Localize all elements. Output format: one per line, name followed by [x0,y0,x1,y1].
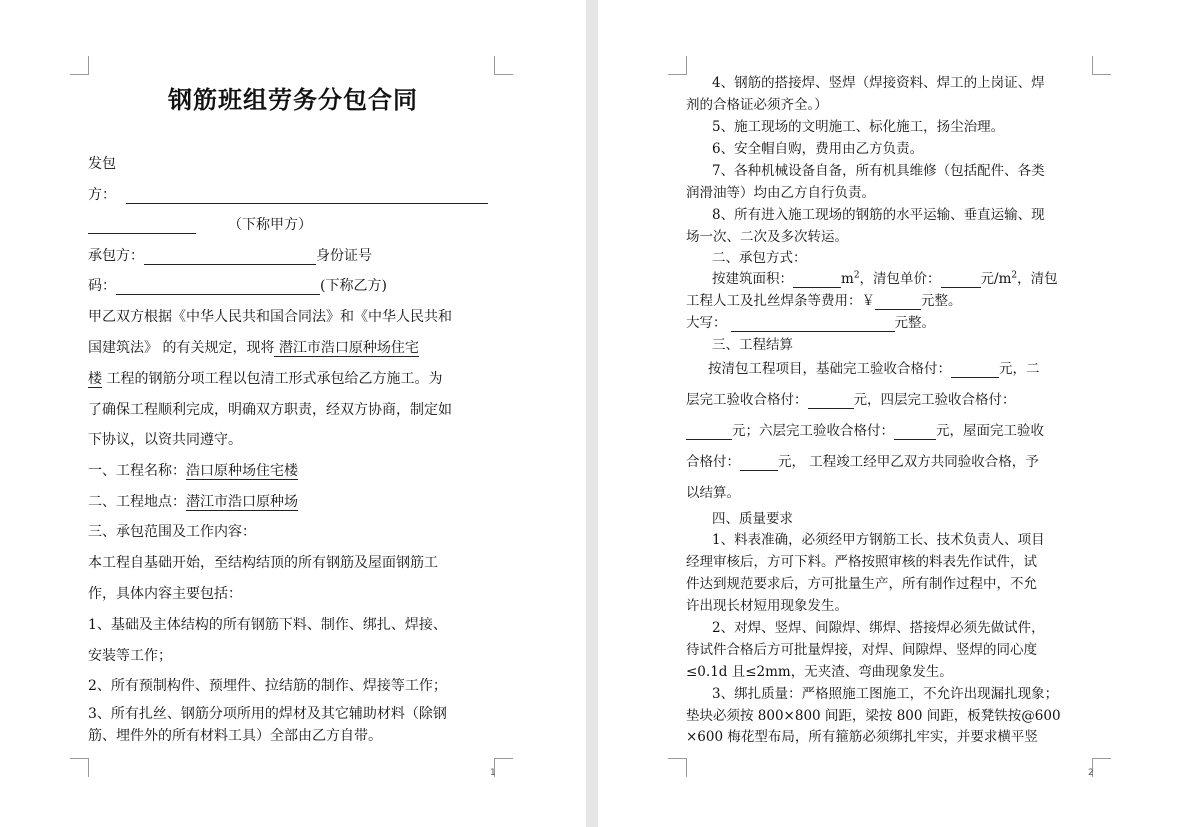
text-line: （下称甲方） [88,216,312,234]
text-line: 二、承包方式： [712,250,807,266]
text-line: 待试件合格后方可批量焊接，对焊、间隙焊、竖焊的同心度 [686,642,1037,658]
text-line: ×600 梅花型布局，所有箍筋必须绑扎牢实，并要求横平竖 [686,729,1038,745]
text-line: 下协议，以资共同遵守。 [88,432,242,448]
blank-field [144,249,316,265]
document-page-1 [0,0,586,827]
blank-field [808,393,854,409]
text-line: 大写： 元整。 [686,315,935,331]
blank-field [126,188,488,204]
text-line: 三、承包范围及工作内容： [88,524,256,540]
margin-mark [1092,56,1111,75]
text-line: 合格付： 元， 工程竣工经甲乙双方共同验收合格，予 [686,454,1039,470]
text-line: 本工程自基础开始，至结构结顶的所有钢筋及屋面钢筋工 [88,555,438,571]
page-number: 2 [1088,768,1094,778]
text-line: 经理审核后，方可下料。严格按照审核的料表先作试件，试 [686,554,1037,570]
text-line: 2、所有预制构件、预埋件、拉结筋的制作、焊接等工作； [88,678,447,694]
text-line: 7、各种机械设备自备，所有机具维修（包括配件、各类 [712,163,1045,179]
text-line: 一、工程名称：浩口原种场住宅楼 [88,463,298,479]
document-page-2 [598,0,1184,827]
blank-field [116,279,320,295]
text-line: 按清包工程项目，基础完工验收合格付： 元，二 [708,361,1040,377]
text-line: 4、钢筋的搭接焊、竖焊（焊接资料、焊工的上岗证、焊 [712,75,1045,91]
text-line: 安装等工作； [88,648,172,664]
text-line: 元；六层完工验收合格付： 元，屋面完工验收 [686,422,1044,440]
blank-field [941,272,981,288]
blank-field [951,362,999,378]
text-line: 1、料表准确，必须经甲方钢筋工长、技术负责人、项目 [712,532,1045,548]
text-line: 3、所有扎丝、钢筋分项所用的焊材及其它辅助材料（除钢 [88,706,447,722]
blank-field [793,272,841,288]
text-line: 二、工程地点：潜江市浩口原种场 [88,494,298,510]
text-line: 垫块必须按 800×800 间距，梁按 800 间距，板凳铁按@600 [686,708,1061,724]
text-line: 了确保工程顺利完成，明确双方职责，经双方协商，制定如 [88,402,452,418]
margin-mark [70,758,89,777]
blank-field [875,294,921,310]
text-line: 筋、埋件外的所有材料工具）全部由乙方自带。 [88,728,382,744]
text-line: 件达到规范要求后，方可批量生产，所有制作过程中，不允 [686,576,1037,592]
text-line: 工程人工及扎丝焊条等费用：￥ 元整。 [686,293,962,309]
text-line: 楼 工程的钢筋分项工程以包清工形式承包给乙方施工。为 [88,371,443,387]
blank-field [894,424,936,440]
blank-field [686,424,732,440]
margin-mark [1092,758,1111,777]
text-line: 发包 [88,156,116,172]
text-line: 3、绑扎质量：严格照施工图施工，不允许出现漏扎现象； [712,686,1059,702]
text-line: 承包方： 身份证号 [88,248,372,264]
margin-mark [70,56,89,75]
margin-mark [494,56,513,75]
margin-mark [494,758,513,777]
blank-field [740,455,778,471]
text-line: 以结算。 [686,485,740,501]
text-line: 国建筑法》 的有关规定，现将 潜江市浩口原种场住宅 [88,340,419,356]
text-line: 场一次、二次及多次转运。 [686,229,848,245]
text-line: 码： (下称乙方) [88,278,387,294]
text-line: 按建筑面积： $m^2$，清包单价： 元$/m^2$，清包 [712,270,1058,287]
margin-mark [668,758,687,777]
margin-mark [668,56,687,75]
text-line: 剂的合格证必须齐全。） [686,97,828,113]
text-line: 作，具体内容主要包括： [88,586,242,602]
text-line: ≤0.1d 且≤2mm，无夹渣、弯曲现象发生。 [686,664,953,680]
text-line: 润滑油等）均由乙方自行负责。 [686,185,875,201]
text-line: 2、对焊、竖焊、间隙焊、绑焊、搭接焊必须先做试件， [712,620,1045,636]
page-number: 1 [490,768,496,778]
blank-field [88,218,196,234]
text-line: 方： [88,186,488,204]
text-line: 6、安全帽自购，费用由乙方负责。 [712,141,924,157]
text-line: 许出现长材短用现象发生。 [686,598,848,614]
text-line: 5、施工现场的文明施工、标化施工，扬尘治理。 [712,119,1005,135]
text-line: 1、基础及主体结构的所有钢筋下料、制作、绑扎、焊接、 [88,617,447,633]
text-line: 三、工程结算 [712,337,793,353]
text-line: 8、所有进入施工现场的钢筋的水平运输、垂直运输、现 [712,207,1045,223]
blank-field [731,316,895,332]
text-line: 四、质量要求 [712,511,793,527]
contract-title: 钢筋班组劳务分包合同 [168,85,418,114]
text-line: 甲乙双方根据《中华人民共和国合同法》和《中华人民共和 [88,309,452,325]
text-line: 层完工验收合格付： 元，四层完工验收合格付： [686,392,1016,408]
